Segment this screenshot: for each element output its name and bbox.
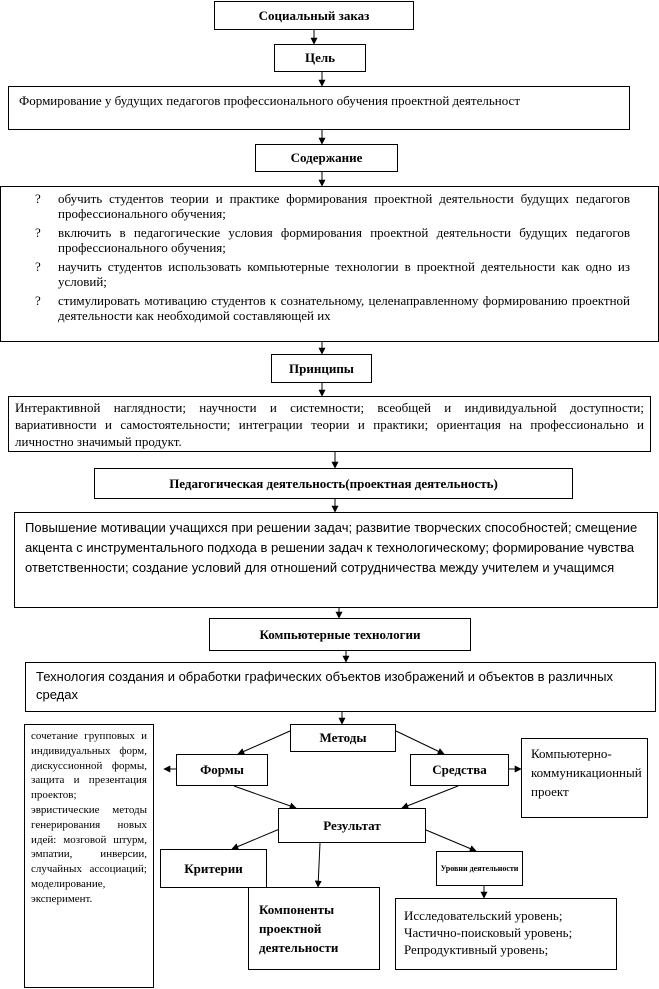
arrow-result-to-components <box>318 843 320 887</box>
pedagogical-activity-box: Педагогическая деятельность(проектная деятельность) <box>94 468 573 499</box>
arrow-forms-to-result <box>234 786 296 808</box>
social-order-box: Социальный заказ <box>214 1 414 30</box>
levels-list-item: Исследовательский уровень; <box>404 908 563 923</box>
principles-text-box: Интерактивной наглядности; научности и системности; всеобщей и индивидуальной доступности; вариативности и самостоятельности; интеграции теории и практики; ориентация на профессионально и личностно значимый продукт. <box>8 396 651 452</box>
content-item <box>1 225 630 255</box>
arrow-methods-to-means <box>396 731 444 754</box>
levels-box: Уровни деятельности <box>436 851 523 886</box>
components-box: Компоненты проектной деятельности <box>248 887 380 970</box>
content-box: Содержание <box>255 144 398 172</box>
levels-list-box <box>395 898 617 970</box>
activity-text-box: Повышение мотивации учащихся при решении задач; развитие творческих способностей; смещение акцента с инструментального подхода в решении задач к технологическому; формирование чувства ответственности; создание условий для отношений сотрудничества между учителем и учащимся <box>14 512 658 608</box>
bullet-glyph: ? <box>35 191 41 206</box>
tech-text-box: Технология создания и обработки графических объектов изображений и объектов в различных средах <box>25 662 656 712</box>
arrow-result-to-levels <box>426 830 476 851</box>
arrow-means-to-result <box>402 786 458 808</box>
principles-box: Принципы <box>271 354 372 383</box>
content-item-text: научить студентов использовать компьютерные технологии в проектной деятельности как одно из условий; <box>58 259 630 289</box>
means-detail-box: Компьютерно-коммуникационный проект <box>521 738 648 818</box>
levels-list-item: Частично-поисковый уровень; <box>404 925 573 940</box>
content-list <box>1 191 630 323</box>
content-item <box>1 293 630 323</box>
means-box: Средства <box>410 754 509 786</box>
content-item <box>1 259 630 289</box>
content-item-text: включить в педагогические условия формирования проектной деятельности будущих педагогов профессионального обучения; <box>58 225 630 255</box>
forms-detail-box: сочетание групповых и индивидуальных форм, дискуссионной формы, защита и презентация проектов; эвристические методы генерирования новых идей: мозговой штурм, эмпатии, инверсии, случайных ассоциаций; моделирование, эксперимент. <box>24 724 154 988</box>
forms-box: Формы <box>176 754 268 786</box>
bullet-glyph: ? <box>35 225 41 240</box>
levels-list-item: Репродуктивный уровень; <box>404 942 549 957</box>
bullet-glyph: ? <box>35 259 41 274</box>
content-item <box>1 191 630 221</box>
content-list-box <box>0 186 659 342</box>
arrow-methods-to-forms <box>238 731 290 754</box>
arrow-result-to-criteria <box>232 828 282 849</box>
goal-text-box: Формирование у будущих педагогов профессионального обучения проектной деятельност <box>8 86 630 130</box>
result-box: Результат <box>278 808 426 843</box>
criteria-box: Критерии <box>160 849 267 888</box>
content-item-text: обучить студентов теории и практике формирования проектной деятельности будущих педагогов профессионального обучения; <box>58 191 630 221</box>
goal-box: Цель <box>274 44 366 72</box>
content-item-text: стимулировать мотивацию студентов к сознательному, целенаправленному формированию проектной деятельности как необходимой составляющей их <box>58 293 630 323</box>
methods-box: Методы <box>290 724 396 752</box>
bullet-glyph: ? <box>35 293 41 308</box>
computer-tech-box: Компьютерные технологии <box>209 618 471 651</box>
